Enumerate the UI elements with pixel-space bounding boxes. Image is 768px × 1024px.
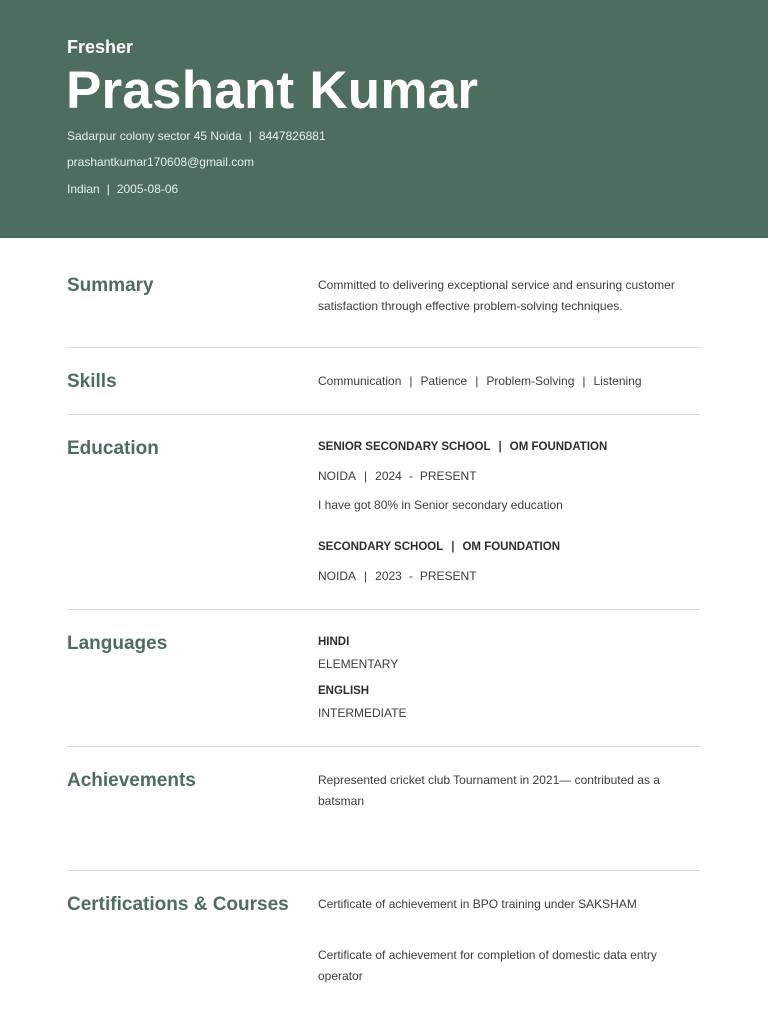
skill-item: Problem-Solving (486, 374, 575, 388)
separator: | (582, 374, 586, 388)
summary-text: Committed to delivering exceptional service and ensuring customer satisfaction through effective problem-solving techniques. (318, 278, 675, 313)
separator: | (364, 569, 368, 583)
achievement-text: Represented cricket club Tournament in 2021— contributed as a batsman (318, 773, 660, 808)
section-divider (67, 870, 700, 871)
section-divider (67, 746, 700, 747)
contact-line-email (67, 155, 254, 169)
section-divider (67, 414, 700, 415)
institution-name: OM FOUNDATION (462, 541, 560, 553)
contact-line-address (67, 129, 326, 143)
candidate-name: Prashant Kumar (66, 61, 479, 120)
separator: | (106, 182, 110, 196)
resume-header (0, 0, 768, 238)
skill-item: Patience (420, 374, 468, 388)
email-text: prashantkumar170608@gmail.com (67, 155, 254, 169)
language-name: HINDI (318, 636, 350, 648)
separator: | (248, 129, 252, 143)
section-title-summary: Summary (67, 275, 154, 296)
degree-name: SENIOR SECONDARY SCHOOL (318, 441, 491, 453)
nationality-text: Indian (67, 182, 100, 196)
end-year: PRESENT (419, 469, 477, 483)
education-entry-heading (318, 541, 560, 553)
section-divider (67, 347, 700, 348)
role-label: Fresher (67, 37, 134, 57)
section-divider (67, 609, 700, 610)
separator: | (364, 469, 368, 483)
start-year: 2024 (375, 469, 402, 483)
separator: | (498, 441, 502, 453)
degree-name: SECONDARY SCHOOL (318, 541, 444, 553)
start-year: 2023 (375, 569, 402, 583)
dob-text: 2005-08-06 (116, 182, 179, 196)
section-title-education: Education (67, 438, 159, 459)
date-dash: - (408, 469, 413, 483)
skill-item: Communication (318, 374, 402, 388)
language-name: ENGLISH (318, 685, 370, 697)
certification-item: Certificate of achievement for completion of domestic data entry operator (318, 948, 657, 983)
language-level: ELEMENTARY (318, 657, 399, 671)
separator: | (475, 374, 479, 388)
location-text: NOIDA (318, 569, 357, 583)
separator: | (451, 541, 455, 553)
education-entry-note: I have got 80% in Senior secondary education (318, 498, 563, 512)
section-title-achievements: Achievements (67, 770, 196, 791)
language-level: INTERMEDIATE (318, 706, 407, 720)
education-entry-meta (318, 569, 477, 583)
institution-name: OM FOUNDATION (509, 441, 608, 453)
end-year: PRESENT (419, 569, 477, 583)
certification-item: Certificate of achievement in BPO training under SAKSHAM (318, 897, 637, 911)
skill-item: Listening (593, 374, 642, 388)
education-entry-meta (318, 469, 477, 483)
address-text: Sadarpur colony sector 45 Noida (67, 129, 242, 143)
section-title-languages: Languages (67, 633, 168, 654)
section-title-certifications: Certifications & Courses (67, 894, 289, 915)
section-title-skills: Skills (67, 371, 117, 392)
location-text: NOIDA (318, 469, 357, 483)
education-entry-heading (318, 441, 607, 453)
phone-text: 8447826881 (258, 129, 326, 143)
skills-list (318, 374, 642, 388)
contact-line-personal (67, 182, 178, 196)
date-dash: - (408, 569, 413, 583)
separator: | (409, 374, 413, 388)
